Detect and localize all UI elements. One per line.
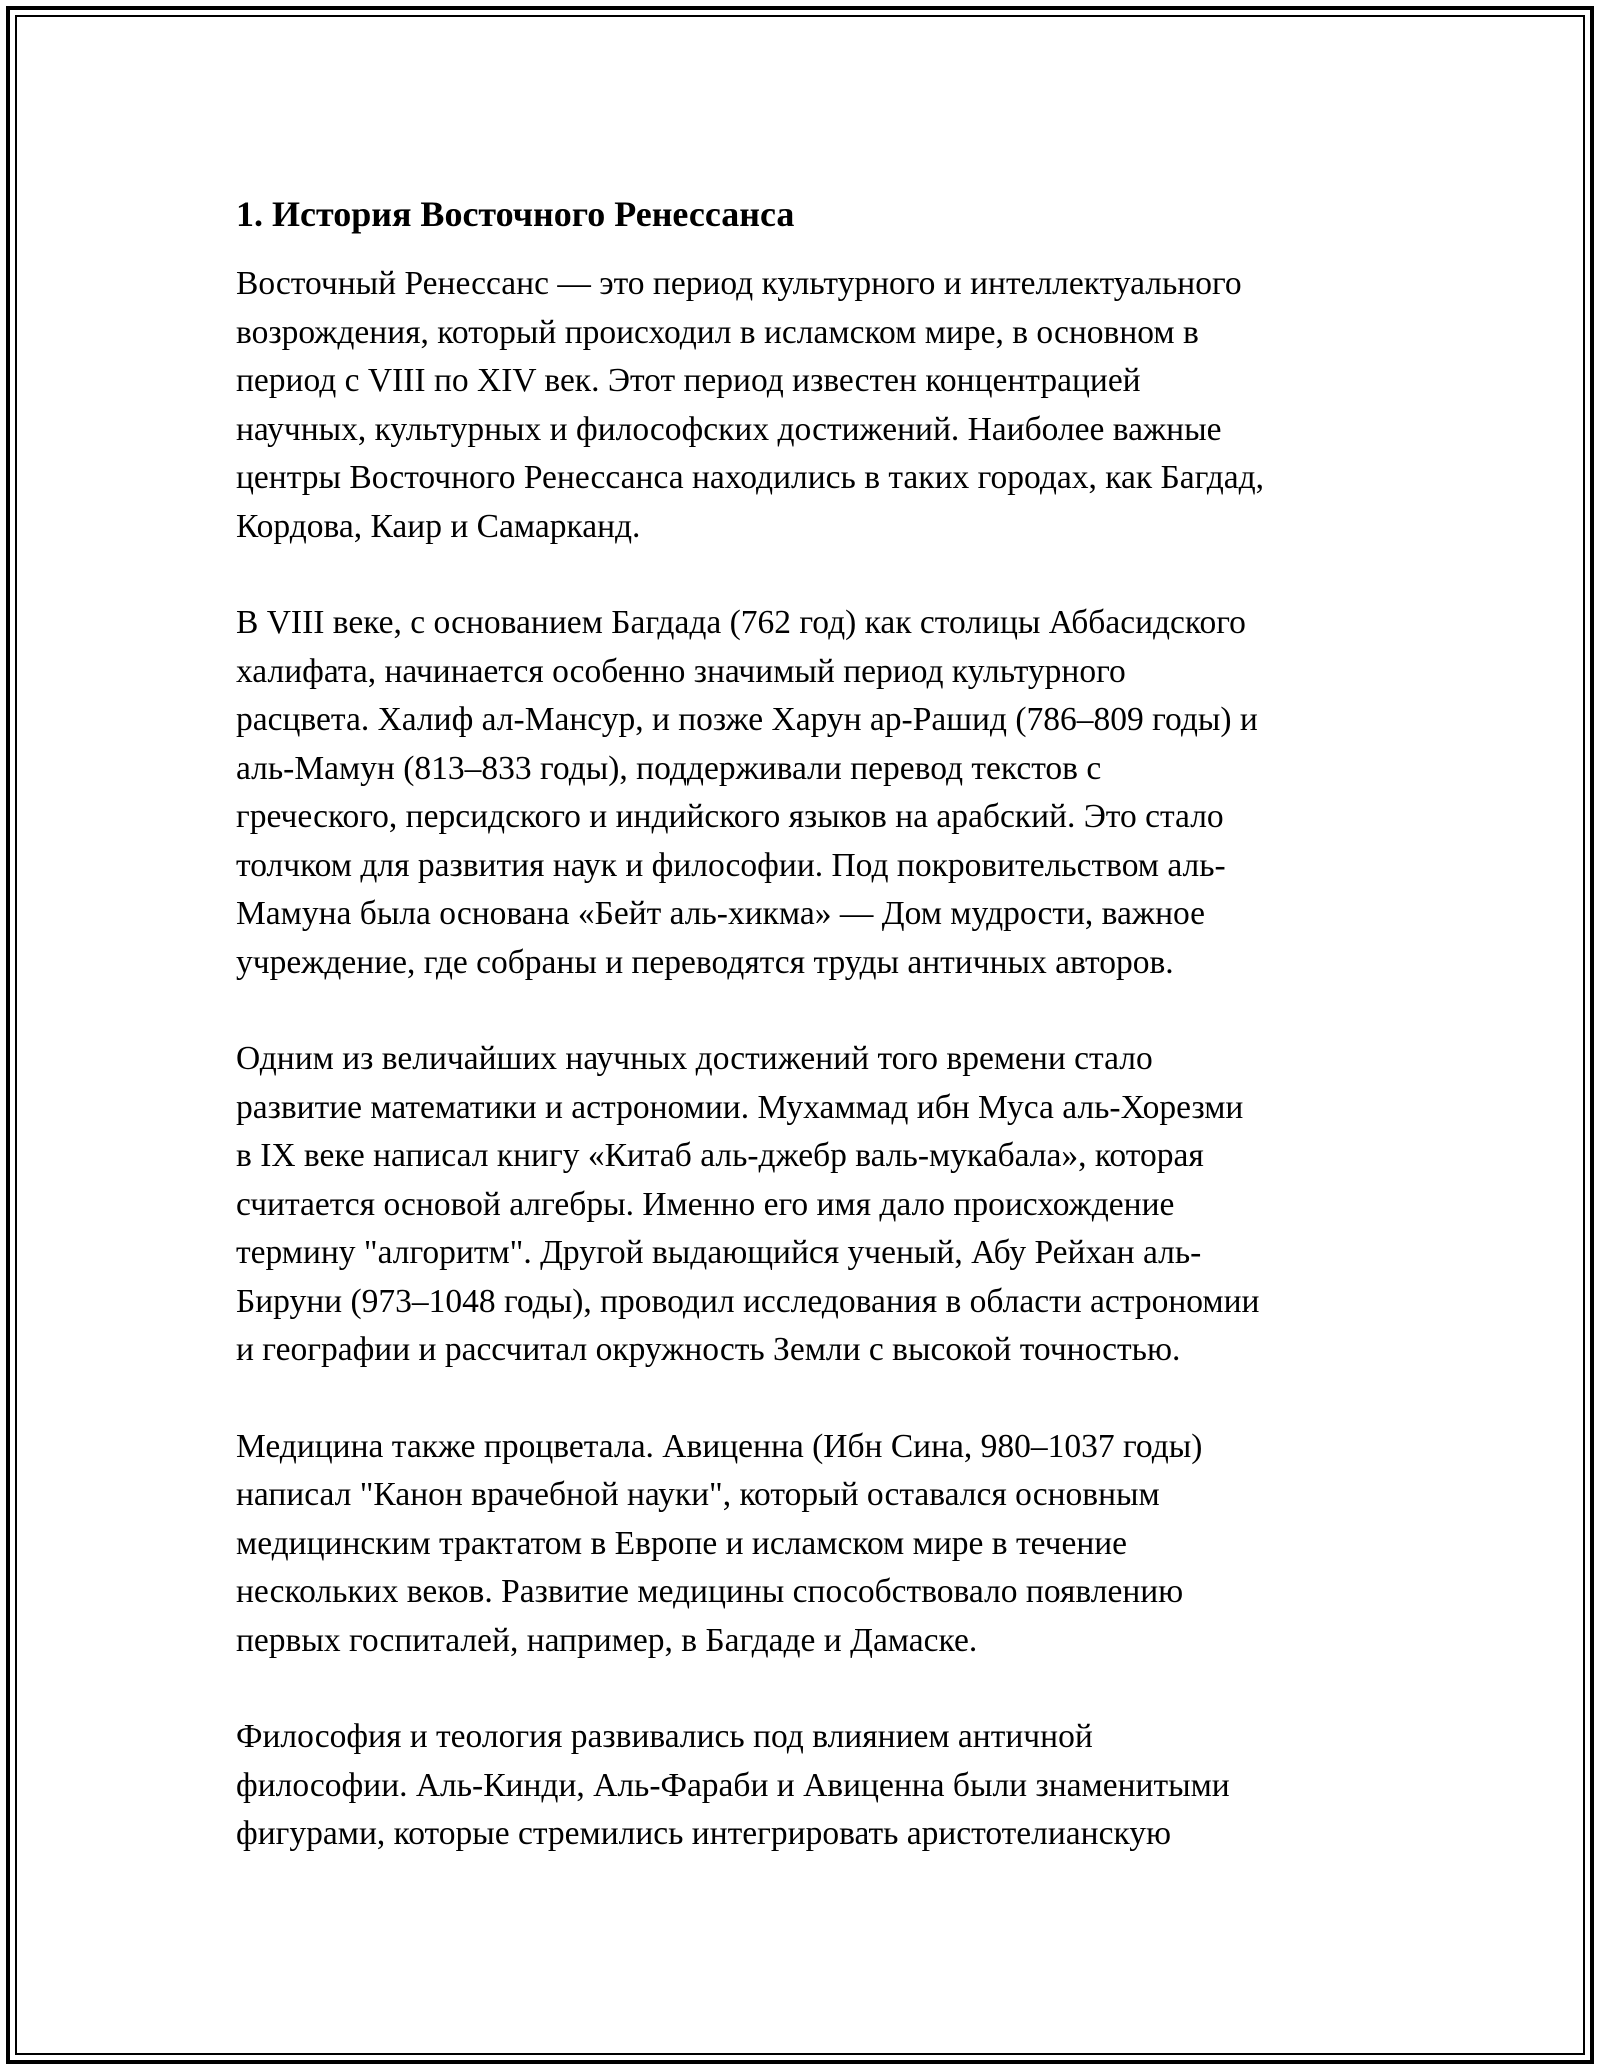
paragraph-baghdad: В VIII веке, с основанием Багдада (762 год) как столицы Аббасидского халифата, начинается особенно значимый период культурного расцвета. Халиф ал-Мансур, и позже Харун ар-Рашид (786–809 годы) и аль-Мамун (813–833 годы), поддерживали перевод текстов с греческого, персидского и индийского языков на арабский. Это стало толчком для развития наук и философии. Под покровительством аль- Мамуна была основана «Бейт аль-хикма» — Дом мудрости, важное учреждение, где собраны и переводятся труды античных авторов. bbox=[236, 604, 1258, 981]
paragraph-intro: Восточный Ренессанс — это период культурного и интеллектуального возрождения, который происходил в исламском мире, в основном в период с VIII по XIV век. Этот период известен концентрацией научных, культурных и философских достижений. Наиболее важные центры Восточного Ренессанса находились в таких городах, как Багдад, Кордова, Каир и Самарканд. bbox=[236, 265, 1265, 545]
document-body bbox=[236, 188, 1396, 1907]
paragraph-mathematics: Одним из величайших научных достижений того времени стало развитие математики и астрономии. Мухаммад ибн Муса аль-Хорезми в IX веке написал книгу «Китаб аль-джебр валь-мукабала», которая считается основой алгебры. Именно его имя дало происхождение термину "алгоритм". Другой выдающийся ученый, Абу Рейхан аль- Бируни (973–1048 годы), проводил исследования в области астрономии и географии и рассчитал окружность Земли с высокой точностью. bbox=[236, 1040, 1260, 1368]
section-heading: 1. История Восточного Ренессанса bbox=[236, 194, 795, 234]
paragraph-medicine: Медицина также процветала. Авиценна (Ибн Сина, 980–1037 годы) написал "Канон врачебной науки", который оставался основным медицинским трактатом в Европе и исламском мире в течение нескольких веков. Развитие медицины способствовало появлению первых госпиталей, например, в Багдаде и Дамаске. bbox=[236, 1427, 1203, 1659]
paragraph-philosophy: Философия и теология развивались под влиянием античной философии. Аль-Кинди, Аль-Фараби и Авиценна были знаменитыми фигурами, которые стремились интегрировать аристотелианскую bbox=[236, 1718, 1230, 1852]
